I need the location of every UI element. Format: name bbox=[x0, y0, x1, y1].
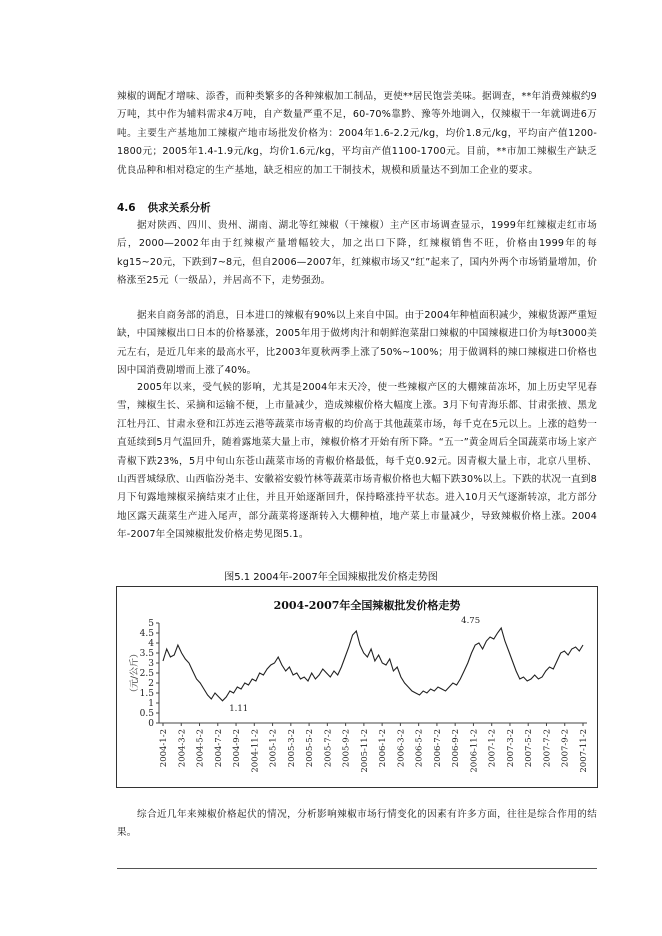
x-tick-label: 2006-1-2 bbox=[378, 729, 389, 768]
x-tick-label: 2006-9-2 bbox=[451, 729, 462, 768]
y-tick-label: 3 bbox=[148, 659, 154, 669]
paragraph-weather-impact: 2005年以来，受气候的影响，尤其是2004年末天冷，使一些辣椒产区的大棚辣苗冻坏，加上历史罕见春雪，辣椒生长、采摘和运输不便，上市量减少，造成辣椒价格大幅度上涨。3月下旬青海乐都、甘肃张掖、黑龙江牡丹江、甘肃永登和江苏连云港等蔬菜市场青椒的均价高于其他蔬菜市场，每千克在5元以上。上涨的趋势一直延续到5月气温回升，随着露地菜大量上市，辣椒价格才开始有所下降。“五一”黄金周后全国蔬菜市场上家产青椒下跌23%，5月中旬山东苍山蔬菜市场的青椒价格最低，每千克0.92元。因青椒大量上市，北京八里桥、山西晋城绿欣、山西临汾尧丰、安徽裕安毅竹林等蔬菜市场青椒价格也大幅下跌30%以上。下跌的状况一直到8月下旬露地辣椒采摘结束才止住，并且开始逐渐回升，保持略涨持平状态。进入10月天气逐渐转凉，北方部分地区露天蔬菜生产进入尾声，部分蔬菜将逐渐转入大棚种植，地产菜上市量减少，导致辣椒价格上涨。2004年-2007年全国辣椒批发价格走势见图5.1。 bbox=[117, 382, 597, 541]
paragraph-market-survey: 据对陕西、四川、贵州、湖南、湖北等红辣椒（干辣椒）主产区市场调查显示，1999年红辣椒走红市场后，2000—2002年由于红辣椒产量增幅较大，加之出口下降，红辣椒销售不旺，价格由1999年的每kg15~20元，下跌到7~8元，但自2006—2007年，红辣椒市场又“红”起来了，国内外两个市场销量增加，价格涨至25元（一级品），并居高不下，走势强劲。 bbox=[117, 220, 597, 287]
data-annotation: 1.11 bbox=[229, 703, 249, 714]
x-tick-label: 2007-11-2 bbox=[579, 729, 589, 773]
x-tick-label: 2005-1-2 bbox=[268, 729, 279, 768]
x-tick-label: 2006-3-2 bbox=[396, 729, 407, 768]
y-tick-label: 4 bbox=[148, 639, 154, 649]
paragraph-conclusion: 综合近几年来辣椒价格起伏的情况，分析影响辣椒市场行情变化的因素有许多方面，往往是综合作用的结果。 bbox=[117, 809, 597, 839]
x-tick-label: 2005-9-2 bbox=[341, 729, 352, 768]
y-tick-label: 1 bbox=[148, 699, 154, 709]
x-tick-label: 2007-7-2 bbox=[542, 729, 553, 768]
x-tick-label: 2007-3-2 bbox=[505, 729, 516, 768]
y-tick-label: 1.5 bbox=[139, 689, 154, 699]
y-tick-label: 0 bbox=[148, 719, 154, 729]
paragraph-chili-consumption: 辣椒的调配才增味、添香，而种类繁多的各种辣椒加工制品，更使**居民饱尝美味。据调查，**年消费辣椒约9万吨，其中作为辅料需求4万吨，自产数量严重不足，60-70%靠黔、豫等外地调入，仅辣椒干一年就调进6万吨。主要生产基地加工辣椒产地市场批发价格为：2004年1.6-2.2元/kg，均价1.8元/kg，平均亩产值1200-1800元；2005年1.4-1.9元/kg，均价1.6元/kg，平均亩产值1100-1700元。目前，**市加工辣椒生产缺乏优良品种和相对稳定的生产基地，缺乏相应的加工干制技术，规模和质量达不到加工企业的要求。 bbox=[117, 91, 597, 176]
x-tick-label: 2004-7-2 bbox=[213, 729, 224, 768]
x-tick-label: 2004-9-2 bbox=[232, 729, 243, 768]
x-tick-label: 2005-3-2 bbox=[286, 729, 297, 768]
chart-title: 2004-2007年全国辣椒批发价格走势 bbox=[273, 599, 461, 612]
y-tick-label: 2.5 bbox=[139, 669, 154, 679]
x-tick-label: 2007-1-2 bbox=[487, 729, 498, 768]
y-tick-label: 2 bbox=[148, 679, 154, 689]
x-tick-label: 2005-11-2 bbox=[359, 729, 370, 773]
x-tick-label: 2004-5-2 bbox=[195, 729, 206, 768]
x-tick-label: 2005-7-2 bbox=[323, 729, 334, 768]
x-tick-label: 2004-11-2 bbox=[250, 729, 261, 773]
x-tick-label: 2007-9-2 bbox=[560, 729, 571, 768]
x-tick-label: 2006-11-2 bbox=[469, 729, 480, 773]
data-annotation: 4.75 bbox=[461, 616, 481, 626]
x-tick-label: 2005-5-2 bbox=[305, 729, 316, 768]
x-tick-label: 2006-5-2 bbox=[414, 729, 425, 768]
price-line-chart bbox=[117, 587, 597, 787]
section-number: 4.6 bbox=[117, 202, 136, 214]
price-chart-figure bbox=[116, 586, 598, 788]
x-tick-label: 2007-5-2 bbox=[524, 729, 535, 768]
y-tick-label: 3.5 bbox=[139, 649, 154, 659]
x-tick-label: 2004-1-2 bbox=[159, 729, 169, 768]
y-axis-label: （元/公斤） bbox=[130, 648, 140, 698]
footer-divider bbox=[117, 868, 597, 869]
paragraph-japan-import: 据来自商务部的消息，日本进口的辣椒有90%以上来自中国。由于2004年种植面积减少，辣椒货源严重短缺，中国辣椒出口日本的价格暴涨，2005年用于做烤肉汁和朝鲜泡菜甜口辣椒的中国辣椒进口价为每t3000美元左右，是近几年来的最高水平，比2003年夏秋两季上涨了50%~100%；用于做调料的辣口辣椒进口价格也因中国消费剧增而上涨了40%。 bbox=[117, 310, 597, 377]
y-tick-label: 5 bbox=[148, 619, 154, 629]
section-title: 供求关系分析 bbox=[147, 202, 211, 214]
y-tick-label: 4.5 bbox=[139, 629, 154, 639]
figure-caption: 图5.1 2004年-2007年全国辣椒批发价格走势图 bbox=[224, 572, 438, 583]
x-tick-label: 2006-7-2 bbox=[432, 729, 443, 768]
x-tick-label: 2004-3-2 bbox=[177, 729, 188, 768]
section-heading bbox=[117, 200, 223, 215]
price-series-line bbox=[163, 628, 583, 701]
y-tick-label: 0.5 bbox=[139, 709, 154, 719]
